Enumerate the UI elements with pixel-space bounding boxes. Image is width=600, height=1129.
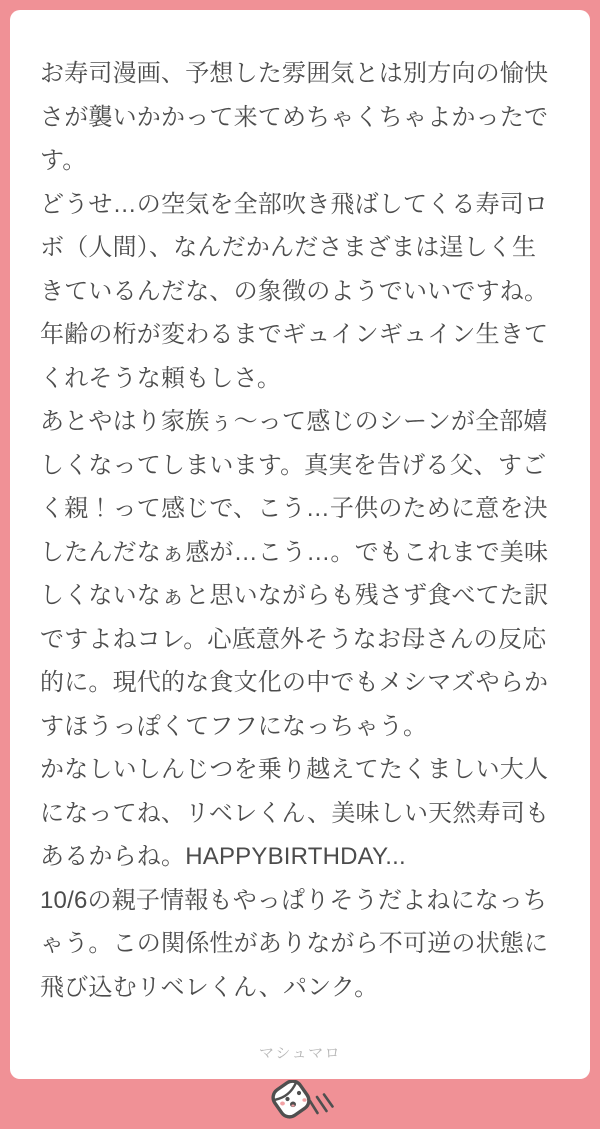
message-paragraph: お寿司漫画、予想した雰囲気とは別方向の愉快さが襲いかかって来てめちゃくちゃよかったです。 <box>40 60 549 174</box>
brand-label: マシュマロ <box>258 1045 342 1062</box>
message-paragraph: 10/6の親子情報もやっぱりそうだよねになっちゃう。この関係性がありながら不可逆の状態に飛び込むリベレくん、パンク。 <box>40 886 549 1001</box>
message-paragraph: どうせ…の空気を全部吹き飛ばしてくる寿司ロボ（人間）、なんだかんださまざまは逞しく生きているんだな、の象徴のようでいいですね。年齢の桁が変わるまでギュインギュイン生きてくれそうな頼もしさ。 <box>40 190 549 392</box>
message-card <box>10 10 590 1079</box>
speed-lines <box>310 1095 333 1114</box>
message-text <box>40 52 560 1042</box>
brand-footer <box>40 1042 560 1065</box>
message-paragraph: かなしいしんじつを乗り越えてたくましい大人になってね、リベレくん、美味しい天然寿司もあるからね。HAPPYBIRTHDAY... <box>40 756 550 870</box>
marshmallow-mascot-icon <box>253 1080 347 1129</box>
message-paragraph: あとやはり家族ぅ〜って感じのシーンが全部嬉しくなってしまいます。真実を告げる父、すごく親！って感じで、こう…子供のために意を決したんだなぁ感が…こう…。でもこれまで美味しくないなぁと思いながらも残さず食べてた訳ですよねコレ。心底意外そうなお母さんの反応的に。現代的な食文化の中でもメシマズやらかすほうっぽくてフフになっちゃう。 <box>40 408 549 740</box>
